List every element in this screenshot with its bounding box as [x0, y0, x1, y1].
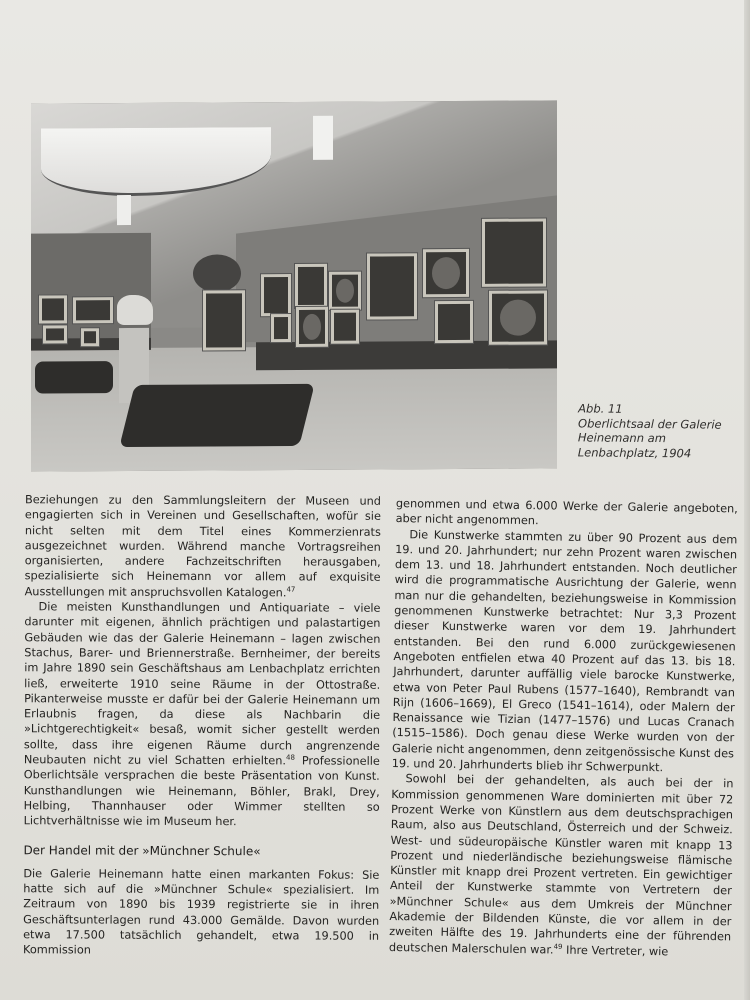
- footnote-ref: 49: [553, 942, 563, 951]
- paragraph: genommen und etwa 6.000 Werke der Galerie angeboten, aber nicht angenommen.: [395, 496, 738, 528]
- photo-ottoman: [35, 361, 113, 393]
- painting: [43, 325, 67, 343]
- caption-line: Oberlichtsaal der Galerie: [578, 415, 722, 432]
- paragraph: [389, 771, 734, 960]
- painting: [81, 328, 99, 346]
- gallery-photograph: [31, 100, 557, 471]
- painting: [271, 314, 291, 342]
- page-edge: [744, 0, 750, 1000]
- photo-statue: [117, 295, 153, 325]
- painting: [331, 310, 359, 344]
- painting: [296, 307, 328, 347]
- painting: [367, 253, 417, 319]
- paragraph-text: Sowohl bei der gehandelten, als auch bei der in Kommission genommenen Ware dominierten mit über 72 Prozent Werke von Künstlern aus dem deutschsprachigen Raum, also aus Deutschland, Österreich und der Schweiz. West- und südeuropäische Künstler waren mit knapp 13 Prozent und niederländische beziehungsweise flämische Künstler mit knapp drei Prozent vertreten. Ein gewichtiger Anteil der Kunstwerke stammte von Vertretern der »Münchner Schule« aus dem Umkreis der Münchner Akademie der Bildenden Künste, die vor allem in der zweiten Hälfte des 19. Jahrhunderts eine der führenden deutschen Malerschulen war.: [388, 772, 734, 957]
- photo-lamp: [117, 195, 131, 225]
- footnote-ref: 48: [286, 753, 295, 762]
- photo-lamp: [313, 116, 333, 160]
- paragraph-text: Die meisten Kunsthandlungen und Antiquariate – viele darunter mit eigenen, ähnlich prächtigen und palastartigen Gebäuden wie das der Galerie Heinemann – lagen zwischen Stachus, Barer- und Briennerstraße. Bernheimer, der bereits im Jahre 1890 sein Geschäftshaus am Lenbachplatz errichten ließ, erweiterte 1910 seine Räume in der Ottostraße. Pikanterweise musste er dafür bei der Galerie Heinemann um Erlaubnis fragen, da diese als Nachbarin die »Lichtgerechtigkeit« besaß, womit sicher gestellt werden sollte, dass ihre eigenen Räume durch angrenzende Neubauten nicht zu viel Schatten erhielten.: [23, 600, 381, 768]
- figure-caption: [578, 401, 722, 460]
- photo-ottoman: [119, 384, 314, 447]
- photo-plant: [193, 254, 241, 292]
- paragraph: Die Kunstwerke stammten zu über 90 Prozent aus dem 19. und 20. Jahrhundert; nur zehn Prozent waren zwischen dem 13. und 18. Jahrhundert entstanden. Noch deutlicher wird die programmatische Ausrichtung der Galerie, wenn man nur die gehandelten, beziehungsweise in Kommission genommenen Kunstwerke betrachtet: Nur 3,3 Prozent dieser Kunstwerke waren vor dem 19. Jahrhundert entstanden. Bei den rund 6.000 zurückgewiesenen Angeboten entfielen etwa 40 Prozent auf das 13. bis 18. Jahrhundert, darunter auffällig viele barocke Kunstwerke, etwa von Peter Paul Rubens (1577–1640), Rembrandt van Rijn (1606–1669), El Greco (1541–1614), oder Malern der Renaissance wie Tizian (1477–1576) und Lucas Cranach (1515–1586). Doch genau diese Werke wurden von der Galerie nicht angenommen, denn zeitgenössische Kunst des 19. und 20. Jahrhunderts blieb ihr Schwerpunkt.: [391, 527, 738, 775]
- painting: [203, 290, 245, 350]
- caption-line: Heinemann am: [577, 430, 667, 446]
- painting: [423, 249, 469, 297]
- painting: [482, 218, 546, 286]
- painting: [39, 295, 67, 323]
- text-column-right: [389, 496, 738, 960]
- painting: [329, 272, 361, 310]
- paragraph: Die Galerie Heinemann hatte einen markanten Fokus: Sie hatte sich auf die »Münchner Schule« spezialisiert. Im Zeitraum von 1890 bis 1939 registrierte sie in ihren Geschäftsunterlagen rund 43.000 Gemälde. Davon wurden etwa 17.500 tatsächlich gehandelt, etwa 19.500 in Kommission: [22, 867, 380, 957]
- text-column-left: [23, 492, 381, 959]
- footnote-ref: 47: [286, 585, 296, 594]
- painting: [489, 290, 547, 344]
- paragraph-text: Beziehungen zu den Sammlungsleitern der Museen und engagierten sich in Vereinen und Gesellschaften, wofür sie nicht selten mit dem Titel eines Kommerzienrats ausgezeichnet wurden. Während manche Vortragsreihen organisierten, andere Fachzeitschriften herausgaben, spezialisierte sich Heinemann vor allem auf exquisite Ausstellungen mit anspruchsvollen Katalogen.: [24, 493, 382, 600]
- painting: [261, 274, 291, 316]
- caption-line: Lenbachplatz, 1904: [577, 444, 692, 460]
- paragraph: [24, 599, 381, 830]
- painting: [73, 297, 113, 323]
- figure-label: Abb. 11: [578, 401, 623, 416]
- paragraph-text: Ihre Vertreter, wie: [562, 943, 669, 958]
- painting: [295, 264, 327, 308]
- section-heading: Der Handel mit der »Münchner Schule«: [23, 842, 261, 858]
- painting: [435, 301, 473, 343]
- paragraph: [25, 492, 381, 601]
- paragraph-text: Professionelle Oberlichtsäle versprachen die beste Präsentation von Kunst. Kunsthandlungen wie Heinemann, Böhler, Brakl, Drey, Helbing, Thannhauser oder Wimmer stellten so Lichtverhältnisse wie im Museum her.: [23, 754, 380, 829]
